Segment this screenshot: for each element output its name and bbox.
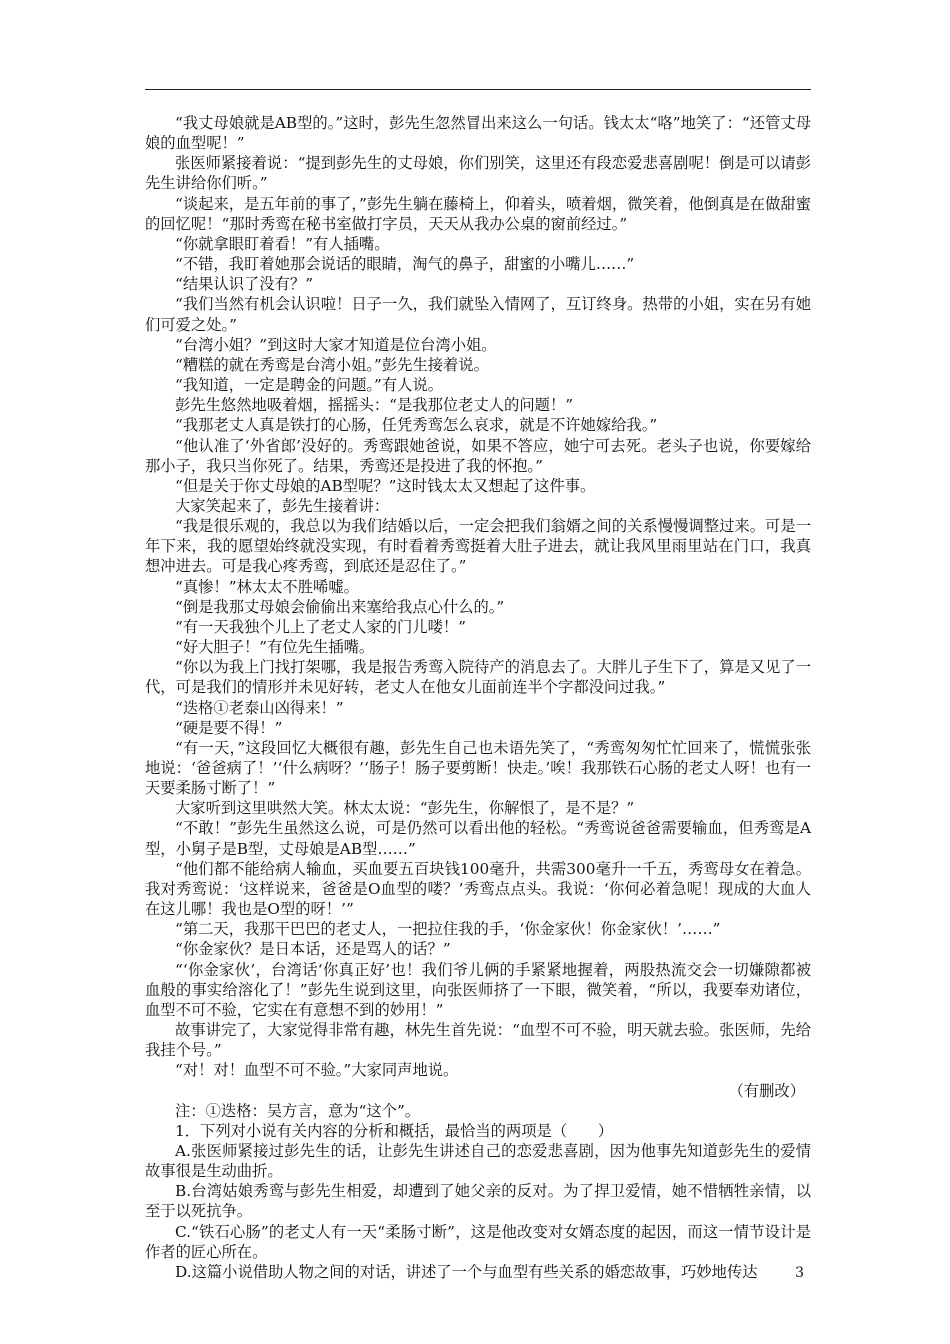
question-stem: 1．下列对小说有关内容的分析和概括，最恰当的两项是（ ） [175,1121,614,1140]
article-body [145,113,811,1282]
paragraph: “台湾小姐？”到这时大家才知道是位台湾小姐。 [175,335,497,354]
source-note: （有删改） [728,1081,805,1100]
paragraph: 故事讲完了，大家觉得非常有趣，林先生首先说：“血型不可不验，明天就去验。张医师，先给我挂个号。” [145,1021,811,1060]
footnote: 注：①迭格：吴方言，意为“这个”。 [175,1101,421,1120]
paragraph: 大家听到这里哄然大笑。林太太说：“彭先生，你解恨了，是不是？” [175,799,635,818]
paragraph: 大家笑起来了，彭先生接着讲： [175,496,390,515]
paragraph: “我丈母娘就是AB型的。”这时，彭先生忽然冒出来这么一句话。钱太太“咯”地笑了：“还管丈母娘的血型呢！” [145,114,811,153]
paragraph: “我是很乐观的，我总以为我们结婚以后，一定会把我们翁婿之间的关系慢慢调整过来。可是一年下来，我的愿望始终就没实现，有时看着秀鸾挺着大肚子进去，就让我风里雨里站在门口，我真想冲进去。可是我心疼秀鸾，到底还是忍住了。” [145,517,811,576]
paragraph: “谈起来，是五年前的事了，”彭先生躺在藤椅上，仰着头，喷着烟，微笑着，他倒真是在做甜蜜的回忆呢！“那时秀鸾在秘书室做打字员，天天从我办公桌的窗前经过。” [145,194,811,233]
paragraph: “糟糕的就在秀鸾是台湾小姐。”彭先生接着说。 [175,355,489,374]
paragraph: “有一天，”这段回忆大概很有趣，彭先生自己也未语先笑了，“秀鸾匆匆忙忙回来了，慌慌张张地说：‘爸爸病了！’‘什么病呀？’‘肠子！肠子要剪断！快走。’唉！我那铁石心肠的老丈人呀！也有一天要柔肠寸断了！” [145,738,811,798]
page-number: 3 [795,1265,804,1281]
paragraph: 张医师紧接着说：“提到彭先生的丈母娘，你们别笑，这里还有段恋爱悲喜剧呢！倒是可以请彭先生讲给你们听。” [145,154,811,193]
question-option-c: C.“铁石心肠”的老丈人有一天“柔肠寸断”，这是他改变对女婿态度的起因，而这一情节设计是作者的匠心所在。 [145,1222,811,1261]
paragraph: “结果认识了没有？” [175,275,314,294]
question-option-d: D.这篇小说借助人物之间的对话，讲述了一个与血型有些关系的婚恋故事，巧妙地传达 [175,1262,758,1281]
paragraph: “你以为我上门找打架哪，我是报告秀鸾入院待产的消息去了。大胖儿子生下了，算是又见了一代，可是我们的情形并未见好转，老丈人在他女儿面前连半个字都没问过我。” [145,658,811,697]
paragraph: “迭格①老泰山凶得来！” [175,698,344,717]
paragraph: “真惨！”林太太不胜唏嘘。 [175,577,359,596]
paragraph: “硬是要不得！” [175,718,283,737]
paragraph: “好大胆子！”有位先生插嘴。 [175,638,375,657]
paragraph: 彭先生悠然地吸着烟，摇摇头：“是我那位老丈人的问题！” [175,396,574,415]
paragraph: “有一天我独个儿上了老丈人家的门儿喽！” [175,617,466,636]
paragraph: “他们都不能给病人输血，买血要五百块钱100毫升，共需300毫升一千五，秀鸾母女在着急。我对秀鸾说：‘这样说来，爸爸是O血型的喽？’秀鸾点点头。我说：‘你何必着急呢！现成的大血人在这儿哪！我也是O型的呀！’” [145,859,811,919]
paragraph: “第二天，我那干巴巴的老丈人，一把拉住我的手，‘你金家伙！你金家伙！’……” [175,920,721,939]
question-option-a: A.张医师紧接过彭先生的话，让彭先生讲述自己的恋爱悲喜剧，因为他事先知道彭先生的爱情故事很是生动曲折。 [145,1141,811,1181]
paragraph: “你就拿眼盯着看！”有人插嘴。 [175,234,390,253]
paragraph: “他认准了‘外省郎’没好的。秀鸾跟她爸说，如果不答应，她宁可去死。老头子也说，你要嫁给那小子，我只当你死了。结果，秀鸾还是投进了我的怀抱。” [145,436,811,475]
paragraph: “不敢！”彭先生虽然这么说，可是仍然可以看出他的轻松。“秀鸾说爸爸需要输血，但秀鸾是A型，小舅子是B型，丈母娘是AB型……” [145,819,811,858]
paragraph: “我知道，一定是聘金的问题。”有人说。 [175,376,444,395]
paragraph: “‘你金家伙’，台湾话‘你真正好’也！我们爷儿俩的手紧紧地握着，两股热流交会一切嫌隙都被血般的事实给溶化了！”彭先生说到这里，向张医师挤了一下眼，微笑着，“所以，我要奉劝诸位，血型不可不验，它实在有意想不到的妙用！” [145,960,811,1019]
paragraph: “我们当然有机会认识啦！日子一久，我们就坠入情网了，互订终身。热带的小姐，实在另有她们可爱之处。” [145,295,811,334]
paragraph: “但是关于你丈母娘的AB型呢？”这时钱太太又想起了这件事。 [175,476,596,495]
header-rule [145,89,811,90]
paragraph: “对！对！血型不可不验。”大家同声地说。 [175,1061,459,1080]
paragraph: “我那老丈人真是铁打的心肠，任凭秀鸾怎么哀求，就是不许她嫁给我。” [175,416,658,435]
question-option-b: B.台湾姑娘秀鸾与彭先生相爱，却遭到了她父亲的反对。为了捍卫爱情，她不惜牺牲亲情，以至于以死抗争。 [145,1182,811,1221]
paragraph: “不错，我盯着她那会说话的眼睛，淘气的鼻子，甜蜜的小嘴儿……” [175,255,635,274]
paragraph: “你金家伙？是日本话，还是骂人的话？” [175,940,451,959]
paragraph: “倒是我那丈母娘会偷偷出来塞给我点心什么的。” [175,597,505,616]
